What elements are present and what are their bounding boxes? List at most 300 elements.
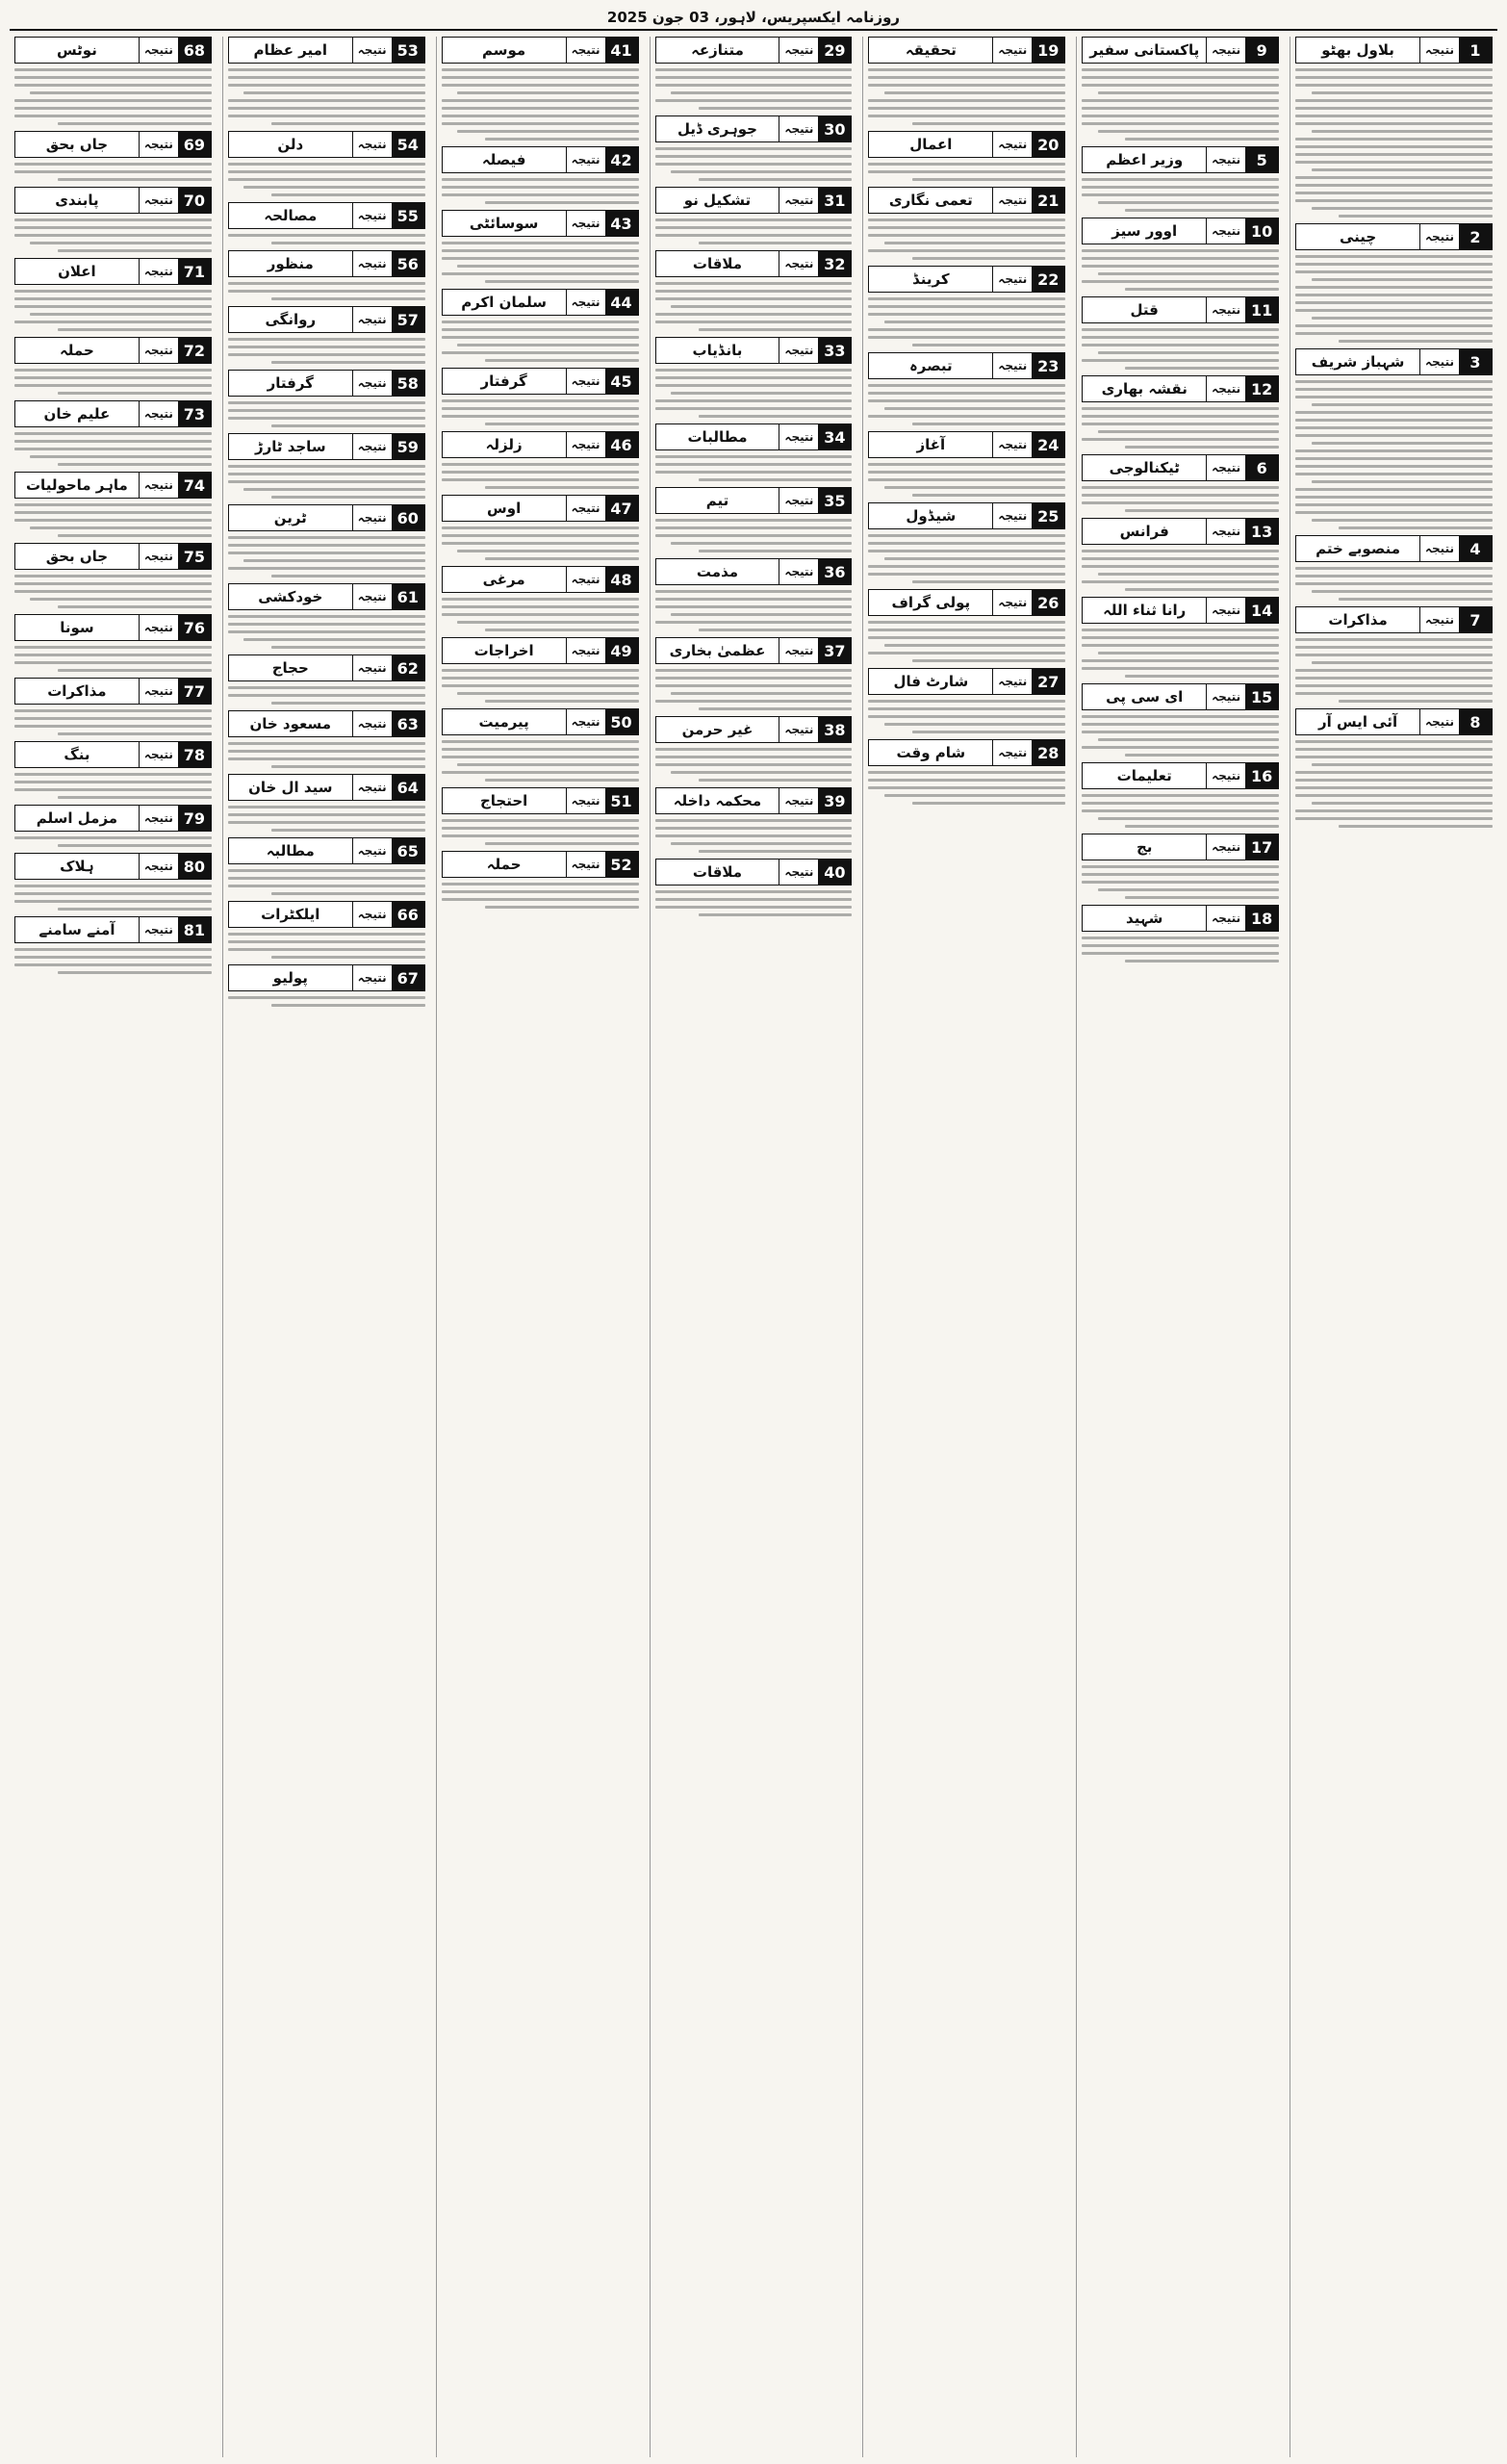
news-item-tag: نتیجہ	[566, 567, 605, 592]
text-line	[228, 552, 425, 554]
news-item-number: 64	[392, 775, 424, 800]
text-line	[442, 883, 639, 886]
text-line	[1125, 754, 1279, 757]
text-line	[912, 423, 1066, 425]
text-line	[30, 91, 211, 94]
text-line	[699, 629, 853, 631]
news-item-header	[1082, 146, 1279, 173]
news-item-body-text	[655, 66, 853, 112]
news-item-tag: نتیجہ	[352, 203, 392, 228]
text-line	[1339, 215, 1493, 218]
news-item-body-text	[14, 573, 212, 610]
text-line	[442, 677, 639, 680]
news-item-number: 60	[392, 505, 424, 530]
text-line	[655, 455, 853, 458]
text-line	[485, 906, 639, 909]
news-item-title: احتجاج	[443, 788, 566, 813]
news-column	[436, 37, 644, 2457]
text-line	[14, 163, 212, 166]
text-line	[442, 534, 639, 537]
text-line	[1295, 161, 1493, 164]
news-item-tag: نتیجہ	[139, 473, 178, 498]
news-item-body-text	[228, 280, 425, 302]
text-line	[1339, 825, 1493, 828]
text-line	[442, 193, 639, 196]
news-item-header	[655, 558, 853, 585]
news-item-title: تیم	[656, 488, 779, 513]
text-line	[699, 328, 853, 331]
text-line	[1295, 99, 1493, 102]
news-item	[14, 916, 212, 976]
text-line	[1082, 746, 1279, 749]
text-line	[442, 399, 639, 402]
news-item-title: گرفتار	[443, 369, 566, 394]
text-line	[655, 155, 853, 158]
news-item-body-text	[868, 66, 1065, 127]
news-item-number: 70	[178, 188, 211, 213]
news-item-tag: نتیجہ	[779, 788, 818, 813]
news-item-number: 18	[1245, 906, 1278, 931]
news-item-body-text	[1295, 636, 1493, 705]
news-item	[14, 543, 212, 610]
news-item-title: کرینڈ	[869, 267, 992, 292]
text-line	[228, 417, 425, 420]
news-item	[228, 654, 425, 706]
text-line	[1295, 684, 1493, 687]
text-line	[1098, 652, 1279, 654]
text-line	[1082, 865, 1279, 868]
text-line	[442, 684, 639, 687]
news-item-body-text	[1082, 863, 1279, 901]
news-item-tag: نتیجہ	[1206, 38, 1245, 63]
news-item-tag: نتیجہ	[1206, 376, 1245, 401]
news-item-title: بنگ	[15, 742, 139, 767]
text-line	[699, 550, 853, 552]
text-line	[14, 590, 212, 593]
news-item-title: پابندی	[15, 188, 139, 213]
text-line	[442, 890, 639, 893]
news-item	[1082, 146, 1279, 214]
news-item-body-text	[1082, 484, 1279, 514]
news-item-title: پولی گراف	[869, 590, 992, 615]
news-item-tag: نتیجہ	[992, 740, 1032, 765]
news-item-title: مطالبات	[656, 424, 779, 449]
news-item-title: جاں بحق	[15, 544, 139, 569]
text-line	[655, 407, 853, 410]
news-item-header	[655, 787, 853, 814]
text-line	[868, 392, 1065, 395]
news-item-number: 42	[605, 147, 638, 172]
text-line	[485, 779, 639, 782]
text-line	[485, 201, 639, 204]
text-line	[1295, 669, 1493, 672]
news-item-body-text	[228, 161, 425, 198]
news-item-body-text	[228, 994, 425, 1009]
text-line	[912, 257, 1066, 260]
news-item-body-text	[228, 740, 425, 770]
text-line	[1295, 465, 1493, 468]
text-line	[655, 282, 853, 285]
text-line	[442, 122, 639, 125]
text-line	[1082, 407, 1279, 410]
news-item-title: ایلکٹرات	[229, 902, 352, 927]
news-item-number: 31	[818, 188, 851, 213]
news-item-number: 55	[392, 203, 424, 228]
news-item-body-text	[442, 881, 639, 911]
text-line	[868, 415, 1065, 418]
text-line	[14, 781, 212, 783]
news-item-tag: نتیجہ	[566, 211, 605, 236]
news-item-body-text	[14, 217, 212, 254]
news-item-header	[655, 250, 853, 277]
text-line	[655, 163, 853, 166]
text-line	[228, 544, 425, 547]
text-line	[58, 534, 212, 537]
news-item-title: پیرمیت	[443, 709, 566, 734]
news-item	[868, 739, 1065, 807]
news-item-header	[1295, 348, 1493, 375]
text-line	[655, 519, 853, 522]
text-line	[228, 813, 425, 816]
text-line	[671, 305, 852, 308]
text-line	[1098, 272, 1279, 275]
text-line	[14, 369, 212, 372]
news-item-title: تشکیل نو	[656, 188, 779, 213]
news-item-body-text	[1082, 247, 1279, 293]
text-line	[1295, 567, 1493, 570]
news-item-body-text	[442, 398, 639, 427]
news-item-body-text	[14, 707, 212, 737]
text-line	[228, 107, 425, 110]
text-line	[655, 218, 853, 221]
text-line	[655, 677, 853, 680]
text-line	[14, 646, 212, 649]
text-line	[243, 559, 424, 562]
text-line	[14, 76, 212, 79]
text-line	[1295, 449, 1493, 452]
text-line	[655, 147, 853, 150]
text-line	[1082, 84, 1279, 87]
news-item-number: 10	[1245, 218, 1278, 244]
news-item-number: 2	[1459, 224, 1492, 249]
text-line	[1082, 336, 1279, 339]
text-line	[868, 328, 1065, 331]
text-line	[655, 313, 853, 316]
text-line	[1295, 396, 1493, 398]
news-item-body-text	[14, 883, 212, 912]
text-line	[1295, 263, 1493, 266]
news-item-title: غیر حرمن	[656, 717, 779, 742]
news-item-number: 63	[392, 711, 424, 736]
news-item-body-text	[442, 667, 639, 705]
text-line	[243, 186, 424, 189]
text-line	[58, 122, 212, 125]
text-line	[271, 297, 425, 300]
news-item-title: رانا ثناء اللہ	[1083, 598, 1206, 623]
news-item-header	[655, 716, 853, 743]
text-line	[1295, 809, 1493, 812]
news-item	[228, 837, 425, 897]
text-line	[1312, 91, 1493, 94]
text-line	[671, 842, 852, 845]
text-line	[228, 940, 425, 943]
news-item-tag: نتیجہ	[352, 251, 392, 276]
text-line	[442, 407, 639, 410]
text-line	[655, 598, 853, 601]
news-item-header	[1082, 218, 1279, 244]
text-line	[442, 613, 639, 616]
text-line	[442, 898, 639, 901]
text-line	[1295, 301, 1493, 304]
text-line	[1312, 278, 1493, 281]
news-item-tag: نتیجہ	[139, 132, 178, 157]
text-line	[1082, 501, 1279, 504]
news-item-body-text	[442, 240, 639, 285]
text-line	[228, 630, 425, 633]
news-item-body-text	[442, 176, 639, 206]
news-item-header	[868, 266, 1065, 293]
text-line	[228, 996, 425, 999]
text-line	[868, 621, 1065, 624]
text-line	[228, 567, 425, 570]
news-item-header	[1295, 535, 1493, 562]
text-line	[14, 788, 212, 791]
news-item-body-text	[14, 946, 212, 976]
news-item	[14, 258, 212, 333]
news-item-number: 25	[1032, 503, 1064, 528]
text-line	[1082, 809, 1279, 812]
news-item-header	[14, 472, 212, 499]
news-item-number: 50	[605, 709, 638, 734]
news-item-number: 62	[392, 655, 424, 680]
text-line	[884, 407, 1065, 410]
news-item-number: 8	[1459, 709, 1492, 734]
news-item-header	[442, 637, 639, 664]
news-item-tag: نتیجہ	[139, 188, 178, 213]
news-item	[442, 708, 639, 783]
news-item-body-text	[655, 888, 853, 918]
news-item-number: 69	[178, 132, 211, 157]
news-item	[655, 337, 853, 420]
news-item-title: شہباز شریف	[1296, 349, 1419, 374]
text-line	[1339, 700, 1493, 703]
text-line	[14, 448, 212, 450]
text-line	[1082, 629, 1279, 631]
news-item	[655, 787, 853, 855]
news-item-number: 71	[178, 259, 211, 284]
text-line	[1125, 588, 1279, 591]
text-line	[228, 869, 425, 872]
text-line	[1082, 557, 1279, 560]
news-item-header	[1082, 454, 1279, 481]
news-item-header	[14, 543, 212, 570]
text-line	[1082, 359, 1279, 362]
news-item-body-text	[655, 453, 853, 483]
text-line	[1295, 270, 1493, 273]
text-line	[1295, 388, 1493, 391]
text-line	[58, 669, 212, 672]
news-item-title: اخراجات	[443, 638, 566, 663]
text-line	[1295, 582, 1493, 585]
text-line	[442, 463, 639, 466]
text-line	[655, 669, 853, 672]
news-item-body-text	[14, 288, 212, 333]
text-line	[1312, 130, 1493, 133]
text-line	[1295, 473, 1493, 475]
news-item-tag: نتیجہ	[139, 38, 178, 63]
text-line	[671, 91, 852, 94]
text-line	[442, 76, 639, 79]
news-item-header	[442, 368, 639, 395]
news-item-header	[14, 258, 212, 285]
news-item-title: نقشہ بھاری	[1083, 376, 1206, 401]
text-line	[655, 234, 853, 237]
news-item-tag: نتیجہ	[1419, 349, 1459, 374]
text-line	[1295, 138, 1493, 141]
news-item-header	[868, 352, 1065, 379]
news-item-header	[868, 668, 1065, 695]
news-item-title: ماہر ماحولیات	[15, 473, 139, 498]
news-item-body-text	[1082, 627, 1279, 680]
news-item-title: بانڈیاب	[656, 338, 779, 363]
news-item-body-text	[14, 367, 212, 397]
news-item	[228, 306, 425, 366]
text-line	[14, 321, 212, 323]
text-line	[655, 763, 853, 766]
text-line	[1295, 192, 1493, 194]
news-item-tag: نتیجہ	[566, 290, 605, 315]
text-line	[671, 613, 852, 616]
text-line	[58, 732, 212, 735]
news-item	[1082, 218, 1279, 293]
text-line	[442, 598, 639, 601]
text-line	[1295, 786, 1493, 789]
text-line	[14, 68, 212, 71]
news-item-tag: نتیجہ	[139, 615, 178, 640]
news-item-title: عظمیٰ بخاری	[656, 638, 779, 663]
text-line	[655, 399, 853, 402]
text-line	[868, 297, 1065, 300]
text-line	[884, 91, 1065, 94]
text-line	[14, 575, 212, 578]
news-item-number: 80	[178, 854, 211, 879]
text-line	[14, 511, 212, 514]
news-item-number: 21	[1032, 188, 1064, 213]
news-item-tag: نتیجہ	[1206, 906, 1245, 931]
text-line	[58, 463, 212, 466]
text-line	[655, 84, 853, 87]
text-line	[228, 409, 425, 412]
text-line	[1295, 638, 1493, 641]
text-line	[1295, 756, 1493, 758]
text-line	[228, 480, 425, 483]
news-item-header	[868, 589, 1065, 616]
text-line	[1295, 324, 1493, 327]
text-line	[1082, 76, 1279, 79]
text-line	[457, 265, 638, 268]
text-line	[442, 99, 639, 102]
text-line	[1312, 519, 1493, 522]
news-item-number: 41	[605, 38, 638, 63]
news-item	[442, 146, 639, 206]
news-item-body-text	[228, 232, 425, 246]
news-item-body-text	[228, 336, 425, 366]
news-item-number: 17	[1245, 834, 1278, 860]
text-line	[442, 669, 639, 672]
news-item-title: آئی ایس آر	[1296, 709, 1419, 734]
text-line	[1082, 667, 1279, 670]
text-line	[868, 107, 1065, 110]
text-line	[699, 850, 853, 853]
news-item-header	[228, 583, 425, 610]
text-line	[1295, 677, 1493, 680]
news-item	[442, 368, 639, 427]
news-item	[868, 589, 1065, 664]
news-item-body-text	[1082, 405, 1279, 450]
news-item-number: 40	[818, 860, 851, 885]
news-item-number: 24	[1032, 432, 1064, 457]
news-item-tag: نتیجہ	[566, 38, 605, 63]
news-item-header	[442, 566, 639, 593]
text-line	[868, 170, 1065, 173]
text-line	[868, 779, 1065, 782]
text-line	[1295, 457, 1493, 460]
text-line	[30, 242, 211, 244]
text-line	[1082, 328, 1279, 331]
text-line	[228, 353, 425, 356]
news-item	[655, 716, 853, 783]
news-item-number: 65	[392, 838, 424, 863]
news-item-body-text	[442, 66, 639, 142]
text-line	[868, 163, 1065, 166]
news-item	[1082, 905, 1279, 964]
text-line	[14, 773, 212, 776]
news-item-tag: نتیجہ	[566, 709, 605, 734]
text-line	[1082, 644, 1279, 647]
news-item-tag: نتیجہ	[352, 775, 392, 800]
news-item-number: 29	[818, 38, 851, 63]
text-line	[442, 321, 639, 323]
text-line	[655, 526, 853, 529]
text-line	[1098, 351, 1279, 354]
text-line	[1125, 896, 1279, 899]
news-item	[1082, 762, 1279, 830]
text-line	[14, 948, 212, 951]
news-item	[655, 637, 853, 712]
news-item-number: 6	[1245, 455, 1278, 480]
news-item	[14, 853, 212, 912]
news-item-number: 26	[1032, 590, 1064, 615]
news-item-tag: نتیجہ	[352, 655, 392, 680]
news-item-body-text	[442, 596, 639, 633]
text-line	[1295, 411, 1493, 414]
news-item-title: سونا	[15, 615, 139, 640]
text-line	[1295, 434, 1493, 437]
news-item-header	[1082, 905, 1279, 932]
text-line	[442, 819, 639, 822]
news-item-body-text	[1082, 792, 1279, 830]
news-item-number: 27	[1032, 669, 1064, 694]
news-item-body-text	[14, 430, 212, 468]
text-line	[655, 756, 853, 758]
news-item	[442, 851, 639, 911]
news-item-body-text	[1082, 66, 1279, 142]
news-item-title: ٹرین	[229, 505, 352, 530]
text-line	[14, 892, 212, 895]
news-item-header	[868, 502, 1065, 529]
text-line	[868, 234, 1065, 237]
news-item	[1295, 708, 1493, 830]
